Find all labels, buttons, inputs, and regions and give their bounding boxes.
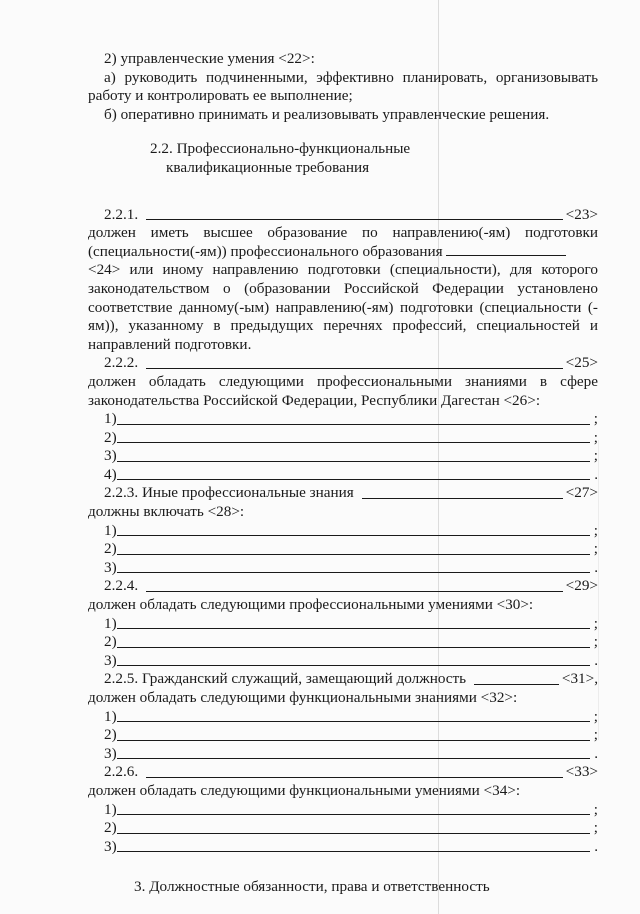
- blank-line: [117, 441, 590, 443]
- blank-row-2-2-1: [88, 206, 598, 225]
- item-number: 2): [104, 633, 117, 651]
- blank-row-2-2-2: [88, 354, 598, 373]
- document-body: [88, 50, 598, 897]
- blank-line: [362, 497, 563, 499]
- footnote-ref: <23>: [565, 205, 598, 223]
- blank-line: [117, 534, 590, 536]
- list-2-2-5: [88, 708, 598, 764]
- list-item: [88, 540, 598, 559]
- mgmt-skills-title: 2) управленческие умения <22>:: [104, 50, 315, 67]
- list-2-2-3: [88, 522, 598, 578]
- item-end: .: [594, 558, 598, 576]
- list-item: [88, 745, 598, 764]
- clause-2-2-5-text: должен обладать следующими функциональными знаниями <32>:: [88, 689, 518, 706]
- blank-line: [117, 571, 591, 573]
- clause-number: 2.2.6.: [104, 763, 139, 781]
- list-item: [88, 522, 598, 541]
- item-number: 3): [104, 837, 117, 855]
- blank-line: [117, 646, 590, 648]
- item-end: .: [594, 651, 598, 669]
- item-number: 2): [104, 540, 117, 558]
- clause-number: 2.2.1.: [104, 205, 139, 223]
- item-end: ;: [593, 428, 598, 446]
- list-item: [88, 466, 598, 485]
- clause-label: 2.2.3. Иные профессиональные знания: [104, 484, 354, 502]
- footnote-ref: <25>: [565, 354, 598, 372]
- footnote-ref: <29>: [565, 577, 598, 595]
- list-item: [88, 801, 598, 820]
- list-2-2-2: [88, 410, 598, 484]
- heading-line-1: 2.2. Профессионально-функциональные: [150, 140, 411, 158]
- footnote-ref: <33>: [565, 763, 598, 781]
- item-end: ;: [593, 540, 598, 558]
- item-end: ;: [593, 707, 598, 725]
- blank-row-2-2-6: [88, 763, 598, 782]
- blank-line: [117, 460, 590, 462]
- item-end: ;: [593, 521, 598, 539]
- footnote-ref: <31>,: [561, 670, 598, 688]
- item-end: ;: [593, 447, 598, 465]
- blank-line: [474, 683, 559, 685]
- clause-2-2-1-text-cont: <24> или иному направлению подготовки (специальности), для которого законодательством о (образовании Российской Федерации установлено соответствие данному(-ым) направлению(-ям) подготовки (специальности (-ям)), указанному в предыдущих перечнях профессий, специальностей и направлений подготовки.: [88, 261, 598, 353]
- list-item: [88, 708, 598, 727]
- list-2-2-4: [88, 615, 598, 671]
- item-number: 1): [104, 707, 117, 725]
- list-item: [88, 819, 598, 838]
- blank-line: [117, 664, 591, 666]
- item-end: .: [594, 837, 598, 855]
- list-item: [88, 447, 598, 466]
- item-number: 1): [104, 521, 117, 539]
- item-end: ;: [593, 819, 598, 837]
- clause-label: 2.2.5. Гражданский служащий, замещающий должность: [104, 670, 467, 688]
- blank-line: [117, 720, 590, 722]
- blank-line: [117, 627, 590, 629]
- mgmt-skill-a: а) руководить подчиненными, эффективно планировать, организовывать работу и контролировать ее выполнение;: [88, 68, 598, 105]
- blank-line: [117, 813, 590, 815]
- item-number: 4): [104, 465, 117, 483]
- blank-line: [117, 757, 591, 759]
- clause-number: 2.2.4.: [104, 577, 139, 595]
- item-end: .: [594, 465, 598, 483]
- blank-row-2-2-4: [88, 577, 598, 596]
- item-number: 3): [104, 558, 117, 576]
- blank-line: [117, 850, 591, 852]
- list-item: [88, 410, 598, 429]
- heading-line-2: квалификационные требования: [166, 158, 370, 176]
- blank-line: [117, 423, 590, 425]
- blank-line: [446, 243, 566, 256]
- blank-row-2-2-5: [88, 670, 598, 689]
- blank-line: [146, 776, 563, 778]
- item-number: 1): [104, 614, 117, 632]
- item-number: 3): [104, 651, 117, 669]
- blank-line: [146, 367, 563, 369]
- item-end: ;: [593, 800, 598, 818]
- clause-2-2-3-text: должны включать <28>:: [88, 503, 245, 521]
- list-item: [88, 615, 598, 634]
- list-item: [88, 652, 598, 671]
- scan-shadow-line: [598, 440, 599, 740]
- item-number: 2): [104, 726, 117, 744]
- item-end: ;: [593, 614, 598, 632]
- clause-2-2-1-text: [88, 224, 598, 261]
- list-2-2-6: [88, 801, 598, 857]
- section-heading-2-2: [88, 140, 598, 177]
- item-number: 2): [104, 428, 117, 446]
- item-number: 1): [104, 800, 117, 818]
- clause-number: 2.2.2.: [104, 354, 139, 372]
- item-number: 3): [104, 744, 117, 762]
- item-number: 2): [104, 819, 117, 837]
- blank-line: [117, 832, 590, 834]
- clause-text: должен иметь высшее образование по направлению(-ям) подготовки (специальности(-ям)) профессионального образования: [88, 224, 598, 260]
- clause-2-2-2-text: должен обладать следующими профессиональными знаниями в сфере законодательства Российской Федерации, Республики Дагестан <26>:: [88, 372, 598, 409]
- list-item: [88, 633, 598, 652]
- blank-line: [117, 739, 590, 741]
- blank-line: [146, 218, 563, 220]
- item-number: 3): [104, 447, 117, 465]
- footnote-ref: <27>: [565, 484, 598, 502]
- blank-line: [117, 553, 590, 555]
- blank-line: [117, 478, 591, 480]
- blank-line: [146, 590, 563, 592]
- item-end: ;: [593, 410, 598, 428]
- mgmt-skill-b: б) оперативно принимать и реализовывать управленческие решения.: [104, 105, 550, 123]
- clause-2-2-4-text: должен обладать следующими профессиональными умениями <30>:: [88, 596, 534, 614]
- clause-2-2-6-text: должен обладать следующими функциональными умениями <34>:: [88, 781, 521, 799]
- section-heading-3: 3. Должностные обязанности, права и ответственность: [134, 878, 490, 896]
- list-item: [88, 559, 598, 578]
- list-item: [88, 429, 598, 448]
- blank-row-2-2-3: [88, 484, 598, 503]
- item-number: 1): [104, 410, 117, 428]
- item-end: ;: [593, 633, 598, 651]
- item-end: ;: [593, 726, 598, 744]
- item-end: .: [594, 744, 598, 762]
- list-item: [88, 838, 598, 857]
- list-item: [88, 726, 598, 745]
